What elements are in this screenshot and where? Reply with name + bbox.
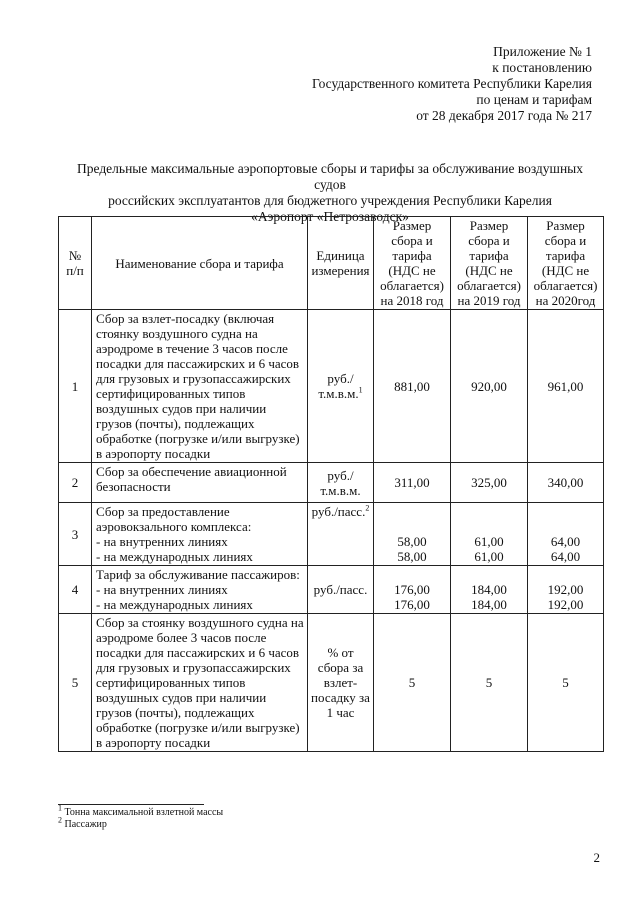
row-value-2018: 5: [374, 614, 451, 752]
row-value-2019: 920,00: [451, 310, 528, 463]
row-name: Тариф за обслуживание пассажиров: - на внутренних линиях - на международных линиях: [92, 566, 308, 614]
footnote-1: $^1$ Тонна максимальной взлетной массы: [58, 803, 224, 818]
row-value-2018: 881,00: [374, 310, 451, 463]
header-line: от 28 декабря 2017 года № 217: [416, 108, 592, 123]
footnote-2: $^2$ Пассажир: [58, 815, 107, 830]
row-unit: руб./пасс.: [308, 566, 374, 614]
row-value-2020: 5: [528, 614, 604, 752]
header-unit: Единица измерения: [308, 217, 374, 310]
table-row: [59, 566, 604, 614]
row-num: 1: [59, 310, 92, 463]
table-row: [59, 463, 604, 503]
table-row: [59, 614, 604, 752]
row-value-2020: 340,00: [528, 463, 604, 503]
header-line: по ценам и тарифам: [476, 92, 592, 107]
tariff-table: [58, 216, 604, 752]
row-num: 4: [59, 566, 92, 614]
row-unit: % от сбора за взлет-посадку за 1 час: [308, 614, 374, 752]
page-number: 2: [593, 850, 600, 865]
row-value-2019: 61,00 61,00: [451, 503, 528, 566]
header-2018: Размер сбора и тарифа (НДС не облагается) на 2018 год: [374, 217, 451, 310]
row-name: Сбор за предоставление аэровокзального комплекса: - на внутренних линиях - на международных линиях: [92, 503, 308, 566]
header-2019: Размер сбора и тарифа (НДС не облагается) на 2019 год: [451, 217, 528, 310]
row-value-2020: 192,00 192,00: [528, 566, 604, 614]
row-value-2019: 5: [451, 614, 528, 752]
row-value-2019: 325,00: [451, 463, 528, 503]
row-value-2019: 184,00 184,00: [451, 566, 528, 614]
row-num: 2: [59, 463, 92, 503]
header-name: Наименование сбора и тарифа: [92, 217, 308, 310]
header-line: Приложение № 1: [493, 44, 592, 59]
table-row: [59, 503, 604, 566]
row-value-2018: 311,00: [374, 463, 451, 503]
row-unit: руб./пасс.$^2$: [308, 503, 374, 566]
footnotes: [58, 803, 224, 831]
row-value-2020: 961,00: [528, 310, 604, 463]
footnote-divider: [58, 804, 204, 805]
row-value-2018: 176,00 176,00: [374, 566, 451, 614]
row-name: Сбор за стоянку воздушного судна на аэродроме более 3 часов после посадки для пассажирских и 6 часов для грузовых и грузопассажирских сертифицированных типов воздушных судов при наличии грузов (почты), подлежащих обработке (погрузке и/или выгрузке) в аэропорту посадки: [92, 614, 308, 752]
table-header-row: [59, 217, 604, 310]
row-value-2020: 64,00 64,00: [528, 503, 604, 566]
row-unit: руб./ т.м.в.м.: [308, 463, 374, 503]
header-line: Государственного комитета Республики Карелия: [311, 76, 592, 91]
table-row: [59, 310, 604, 463]
row-value-2018: 58,00 58,00: [374, 503, 451, 566]
document-header: [312, 44, 592, 124]
row-num: 3: [59, 503, 92, 566]
header-num: № п/п: [59, 217, 92, 310]
title-line: «Аэропорт «Петрозаводск»: [251, 209, 409, 224]
header-2020: Размер сбора и тарифа (НДС не облагается) на 2020год: [528, 217, 604, 310]
row-name: Сбор за обеспечение авиационной безопасности: [92, 463, 308, 503]
row-num: 5: [59, 614, 92, 752]
header-line: к постановлению: [492, 60, 592, 75]
row-name: Сбор за взлет-посадку (включая стоянку воздушного судна на аэродроме в течение 3 часов после посадки для пассажирских и 6 часов для грузовых и грузопассажирских сертифицированных типов воздушных судов при наличии грузов (почты), подлежащих обработке (погрузке и/или выгрузке) в аэропорту посадки: [92, 310, 308, 463]
title-line: российских эксплуатантов для бюджетного учреждения Республики Карелия: [108, 193, 552, 208]
title-line: Предельные максимальные аэропортовые сборы и тарифы за обслуживание воздушных судов: [77, 161, 583, 192]
row-unit: руб./ т.м.в.м.$^1$: [308, 310, 374, 463]
